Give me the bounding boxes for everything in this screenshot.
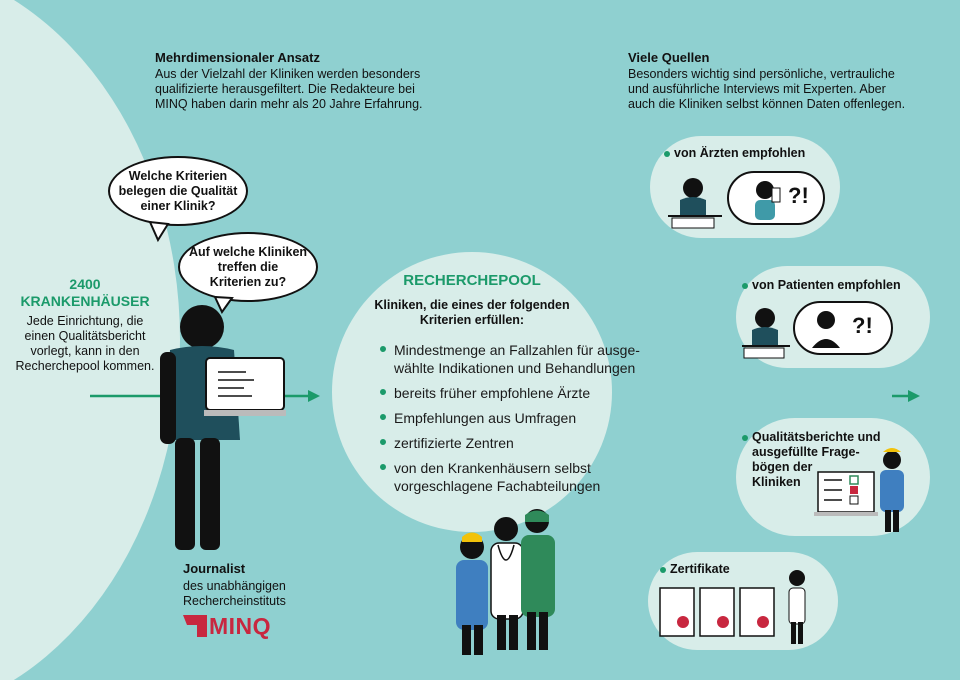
criterion-line: von den Krankenhäusern selbst <box>394 460 591 476</box>
exclaim-patients: ?! <box>852 313 873 338</box>
pool-title: RECHERCHEPOOL <box>403 272 541 289</box>
hospital-text: vorlegt, kann in den <box>30 344 140 358</box>
source-patients-text: von Patienten empfohlen <box>752 278 901 292</box>
approach-line: MINQ haben darin mehr als 20 Jahre Erfahrung. <box>155 97 423 111</box>
bubble-line: einer Klinik? <box>140 198 216 213</box>
sources-heading: Viele Quellen <box>628 50 710 65</box>
source-reports-line: bögen der <box>752 460 813 474</box>
hospital-count: 2400 <box>69 276 101 292</box>
bubble-line: treffen die <box>217 259 279 274</box>
bubble-line: Welche Kriterien <box>128 168 228 183</box>
criterion-line: vorgeschlagene Fachabteilungen <box>394 478 601 494</box>
source-reports-line: Kliniken <box>752 475 801 489</box>
journalist-line: Rechercheinstituts <box>183 594 286 608</box>
sources-line: und ausführliche Interviews mit Experten. Aber <box>628 82 886 96</box>
journalist-line: des unabhängigen <box>183 579 286 593</box>
source-reports-line: Qualitätsberichte und <box>752 430 881 444</box>
source-doctors-text: von Ärzten empfohlen <box>674 146 806 160</box>
criterion-line: Mindestmenge an Fallzahlen für ausge- <box>394 342 640 358</box>
journalist-title: Journalist <box>183 561 246 576</box>
minq-logo-text: MINQ <box>209 612 272 639</box>
criterion-line: wählte Indikationen und Behandlungen <box>394 360 636 376</box>
pool-subtitle-line: Kriterien erfüllen: <box>419 313 525 327</box>
source-reports-line: ausgefüllte Frage- <box>752 445 860 459</box>
approach-line: qualifizierte herausgefiltert. Die Redakteure bei <box>155 82 415 96</box>
criterion-line: bereits früher empfohlene Ärzte <box>394 385 591 401</box>
bubble-line: Kriterien zu? <box>209 274 287 289</box>
pool-subtitle-line: Kliniken, die eines der folgenden <box>374 298 570 312</box>
hospital-text: einen Qualitätsbericht <box>24 329 146 343</box>
bubble-line: belegen die Qualität <box>118 183 238 198</box>
sources-line: auch die Kliniken selbst können Daten offenlegen. <box>628 97 906 111</box>
hospital-title: KRANKENHÄUSER <box>20 293 150 309</box>
sources-line: Besonders wichtig sind persönliche, vertrauliche <box>628 67 895 81</box>
hospital-text: Jede Einrichtung, die <box>26 314 144 328</box>
source-certificates-text: Zertifikate <box>670 562 730 576</box>
bubble-line: Auf welche Kliniken <box>188 244 308 259</box>
approach-heading: Mehrdimensionaler Ansatz <box>155 50 320 65</box>
criterion-line: Empfehlungen aus Umfragen <box>394 410 577 426</box>
criterion-line: zertifizierte Zentren <box>394 435 514 451</box>
hospital-text: Recherchepool kommen. <box>15 359 155 373</box>
approach-line: Aus der Vielzahl der Kliniken werden besonders <box>155 67 421 81</box>
exclaim-doctors: ?! <box>788 183 809 208</box>
